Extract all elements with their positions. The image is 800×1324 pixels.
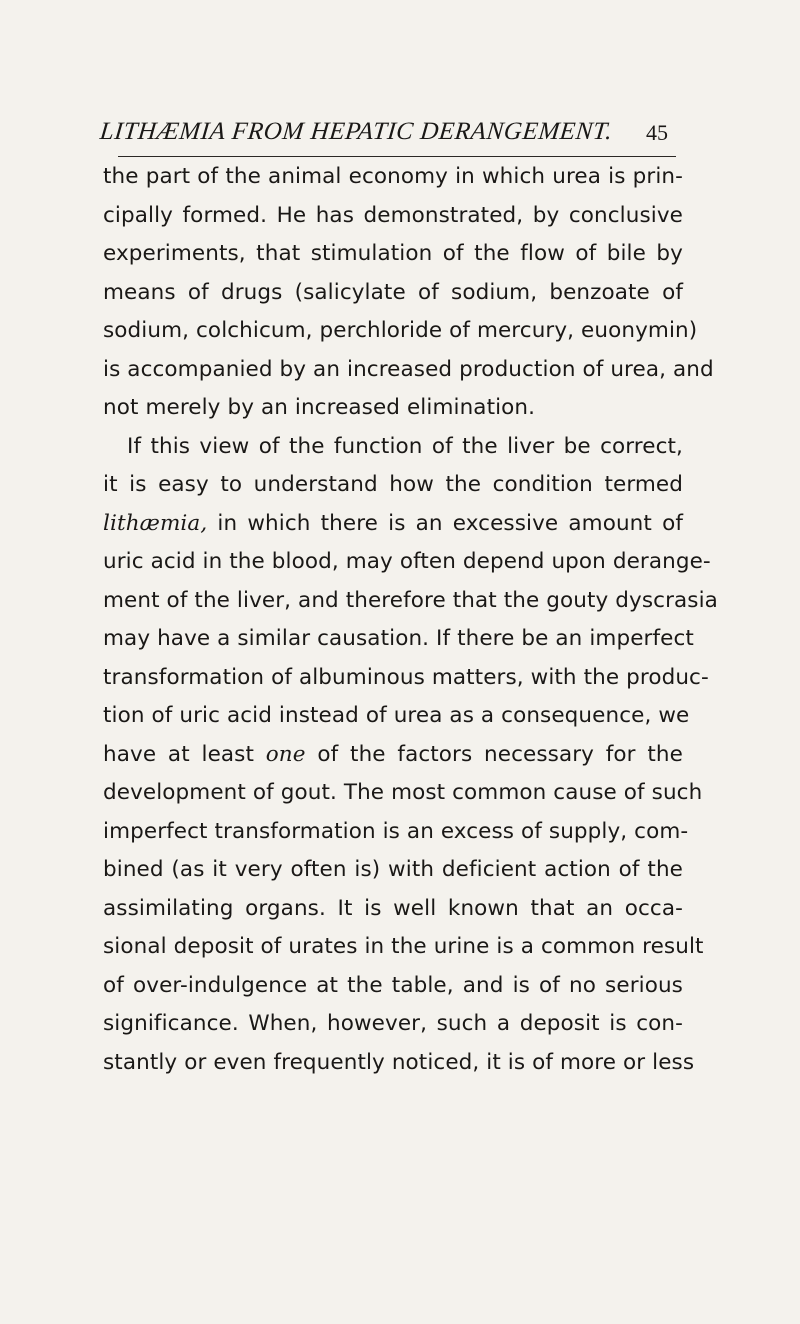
text-line: the part of the animal economy in which urea is prin- — [103, 164, 683, 189]
body-text — [103, 158, 718, 1082]
running-title: LITHÆMIA FROM HEPATIC DERANGEMENT. — [98, 118, 614, 145]
text-line: transformation of albuminous matters, with the produc- — [103, 664, 709, 690]
text-line: means of drugs (salicylate of sodium, benzoate of — [103, 279, 683, 305]
italic-emphasis: one — [265, 741, 306, 767]
text-line: cipally formed. He has demonstrated, by conclusive — [103, 202, 683, 228]
text-line: sodium, colchicum, perchloride of mercury, euonymin) — [103, 318, 698, 343]
page-number: 45 — [646, 120, 668, 145]
text-line: of over-indulgence at the table, and is of no serious — [103, 972, 683, 998]
paragraph-first-line: If this view of the function of the liver be correct, — [127, 433, 683, 459]
text-line: stantly or even frequently noticed, it is of more or less — [103, 1049, 695, 1075]
text-line: is accompanied by an increased production of urea, and — [103, 356, 714, 382]
text-line: bined (as it very often is) with deficient action of the — [103, 857, 683, 882]
text-line: experiments, that stimulation of the flow of bile by — [103, 241, 683, 266]
text-line: tion of uric acid instead of urea as a consequence, we — [103, 703, 690, 728]
header-rule — [118, 156, 676, 157]
text-segment: of the factors necessary for the — [305, 741, 683, 767]
text-line: ment of the liver, and therefore that the gouty dyscrasia — [103, 587, 718, 613]
text-line: sional deposit of urates in the urine is a common result — [103, 934, 704, 959]
running-head — [100, 118, 680, 158]
text-line: significance. When, however, such a deposit is con- — [103, 1011, 683, 1036]
text-line — [103, 505, 683, 544]
italic-term: lithæmia, — [103, 510, 208, 536]
text-line — [103, 736, 683, 775]
text-line: it is easy to understand how the condition termed — [103, 472, 683, 497]
text-line: assimilating organs. It is well known that an occa- — [103, 895, 683, 921]
text-line: not merely by an increased elimination. — [103, 395, 536, 420]
text-line: development of gout. The most common cause of such — [103, 780, 703, 805]
text-line: imperfect transformation is an excess of supply, com- — [103, 818, 689, 844]
text-line: may have a similar causation. If there be an imperfect — [103, 626, 694, 651]
text-segment: have at least — [103, 741, 266, 767]
text-segment: in which there is an excessive amount of — [207, 510, 683, 536]
text-line: uric acid in the blood, may often depend upon derange- — [103, 549, 711, 574]
